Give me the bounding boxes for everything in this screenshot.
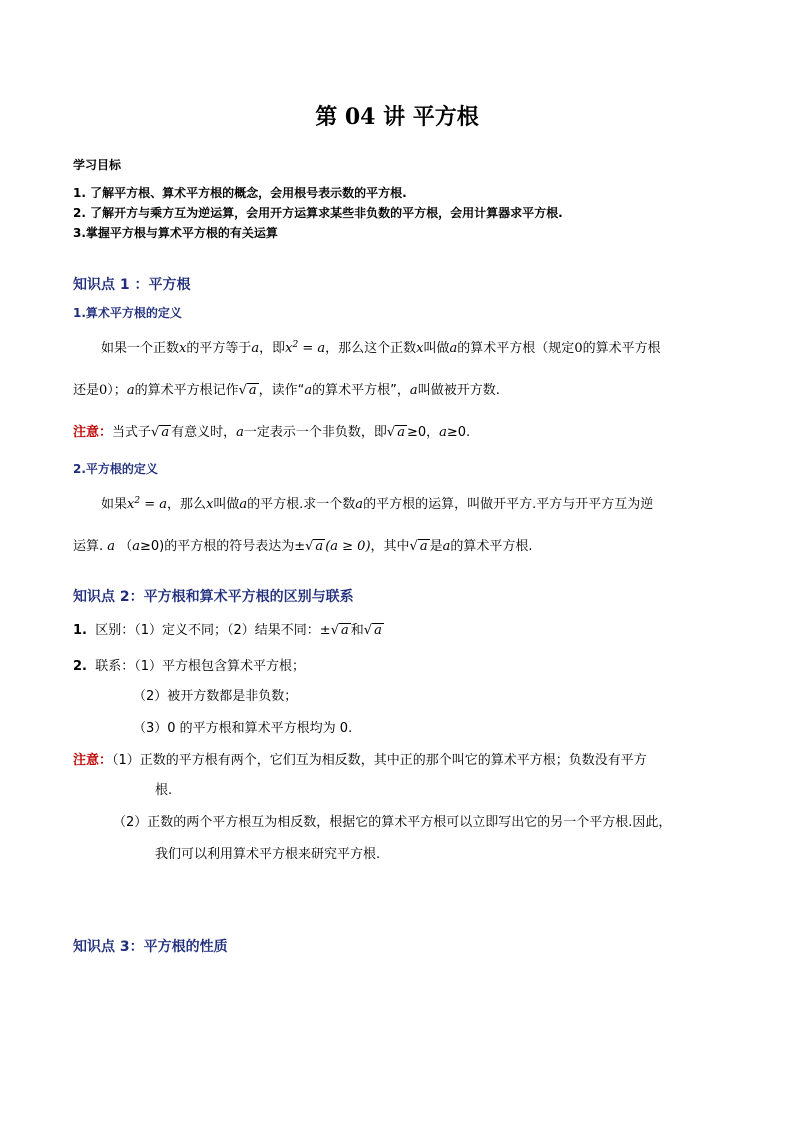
kp2-relation-2: （2）被开方数都是非负数； — [133, 689, 298, 704]
sqrt-a — [305, 538, 325, 556]
text-segment: ≥0， — [406, 425, 440, 440]
kp2-note-2-cont: 我们可以利用算术平方根来研究平方根. — [155, 847, 381, 862]
text-segment: 还是 — [73, 383, 100, 398]
radical-icon: √ — [363, 623, 373, 638]
kp2-heading: 知识点 2：平方根和算术平方根的区别与联系 — [73, 589, 354, 605]
note-label: 注意： — [73, 425, 113, 440]
math-zero: 0 — [99, 383, 108, 398]
radical-icon: √ — [305, 539, 314, 554]
sqrt-a — [410, 538, 430, 556]
list-number: 2. — [73, 659, 87, 674]
text-segment: ≥0)的平方根的符号表达为 — [139, 539, 295, 554]
text-segment: 叫做 — [423, 341, 450, 356]
text-segment: （ — [119, 539, 133, 554]
kp1-heading: 知识点 1 ：平方根 — [73, 277, 191, 293]
goals-heading: 学习目标 — [73, 158, 122, 172]
math-a: a — [355, 497, 364, 512]
math-x: x — [206, 497, 214, 512]
sqrt-a — [239, 382, 259, 400]
text-segment: 区别：（1）定义不同；（2）结果不同： — [95, 623, 320, 638]
text-segment: 是 — [429, 539, 443, 554]
text-segment: ，那么 — [167, 497, 207, 512]
text-segment: 如果 — [101, 497, 128, 512]
kp3-heading: 知识点 3：平方根的性质 — [73, 939, 228, 955]
kp2-difference — [73, 622, 384, 640]
text-segment: ，读作“ — [258, 383, 305, 398]
math-a: a — [126, 383, 135, 398]
text-segment: ，其中 — [370, 539, 410, 554]
text-segment: 的算术平方根. — [450, 539, 533, 554]
text-segment: （1）正数的平方根有两个，它们互为相反数，其中正的那个叫它的算术平方根；负数没有平方 — [112, 753, 647, 768]
kp1-sub1: 1.算术平方根的定义 — [73, 306, 182, 320]
math-a: a — [442, 539, 451, 554]
text-segment: 的算术平方根 — [582, 341, 661, 356]
math-condition: (a ≥ 0) — [325, 539, 371, 554]
math-a: a — [374, 623, 382, 638]
text-segment: ，即 — [259, 341, 286, 356]
text-segment: 的平方根.求一个数 — [247, 497, 356, 512]
math-a: a — [449, 341, 458, 356]
kp1-def2-line1 — [101, 496, 653, 514]
note-label: 注意： — [73, 753, 113, 768]
math-x: x — [416, 341, 424, 356]
text-segment: 叫做被开方数. — [417, 383, 500, 398]
math-zero: 0 — [574, 341, 583, 356]
kp2-note-1-cont: 根. — [155, 783, 173, 798]
goal-item-1: 1. 了解平方根、算术平方根的概念，会用根号表示数的平方根. — [73, 186, 407, 200]
text-segment: 联系：（1）平方根包含算术平方根； — [95, 659, 306, 674]
goal-item-2: 2. 了解开方与乘方互为逆运算，会用开方运算求某些非负数的平方根，会用计算器求平方根. — [73, 206, 563, 220]
math-a: a — [132, 539, 140, 554]
text-segment: 的平方根的运算，叫做开平方.平方与开平方互为逆 — [363, 497, 654, 512]
math-a: a — [315, 539, 324, 554]
radical-icon: √ — [238, 383, 247, 398]
text-segment: 当式子 — [112, 425, 152, 440]
text-segment: 的平方等于 — [186, 341, 252, 356]
sqrt-a — [387, 424, 407, 442]
kp2-note-1 — [73, 752, 647, 770]
text-segment: 和 — [350, 623, 364, 638]
text-segment: 的算术平方根”， — [312, 383, 410, 398]
radical-icon: √ — [151, 425, 160, 440]
radical-icon: √ — [386, 425, 396, 440]
math-a: a — [409, 383, 418, 398]
kp1-sub2: 2.平方根的定义 — [73, 462, 158, 476]
math-a: a — [239, 497, 248, 512]
math-x: x — [179, 341, 187, 356]
math-equation: $x^2 = a$ — [127, 496, 168, 512]
text-segment: 如果一个正数 — [101, 341, 180, 356]
math-a: a — [251, 341, 260, 356]
math-a: a — [248, 383, 257, 398]
math-equation: $x^2 = a$ — [285, 340, 326, 356]
math-a: a — [236, 425, 244, 440]
radical-icon: √ — [330, 623, 339, 638]
math-a: a — [397, 425, 405, 440]
text-segment: 的算术平方根记作 — [134, 383, 239, 398]
kp1-def2-line2 — [73, 538, 533, 556]
math-a: a — [304, 383, 313, 398]
kp2-relation — [73, 658, 305, 676]
text-segment: 运算. — [73, 539, 104, 554]
math-a: a — [161, 425, 170, 440]
list-number: 1. — [73, 623, 87, 638]
math-a: a — [439, 425, 447, 440]
math-plus-minus: ± — [294, 539, 306, 554]
math-a: a — [419, 539, 428, 554]
page-title: 第 04 讲 平方根 — [315, 104, 479, 130]
text-segment: ≥0. — [446, 425, 471, 440]
sqrt-a — [364, 622, 384, 640]
text-segment: ，那么这个正数 — [325, 341, 417, 356]
text-segment: ）； — [107, 383, 127, 398]
math-plus-minus: ± — [319, 623, 331, 638]
sqrt-a — [331, 622, 351, 640]
text-segment: 叫做 — [213, 497, 240, 512]
kp2-note-2: （2）正数的两个平方根互为相反数，根据它的算术平方根可以立即写出它的另一个平方根.因此， — [113, 815, 672, 830]
kp1-paragraph-line1 — [101, 340, 661, 358]
kp1-paragraph-line2 — [73, 382, 500, 400]
text-segment: 一定表示一个非负数，即 — [243, 425, 387, 440]
math-a: a — [341, 623, 349, 638]
math-a: a — [107, 539, 116, 554]
sqrt-a — [151, 424, 171, 442]
kp1-note — [73, 424, 470, 442]
text-segment: 有意义时， — [171, 425, 237, 440]
goal-item-3: 3.掌握平方根与算术平方根的有关运算 — [73, 226, 278, 240]
radical-icon: √ — [409, 539, 418, 554]
text-segment: 的算术平方根（规定 — [457, 341, 575, 356]
kp2-relation-3: （3）0 的平方根和算术平方根均为 0. — [133, 721, 353, 736]
